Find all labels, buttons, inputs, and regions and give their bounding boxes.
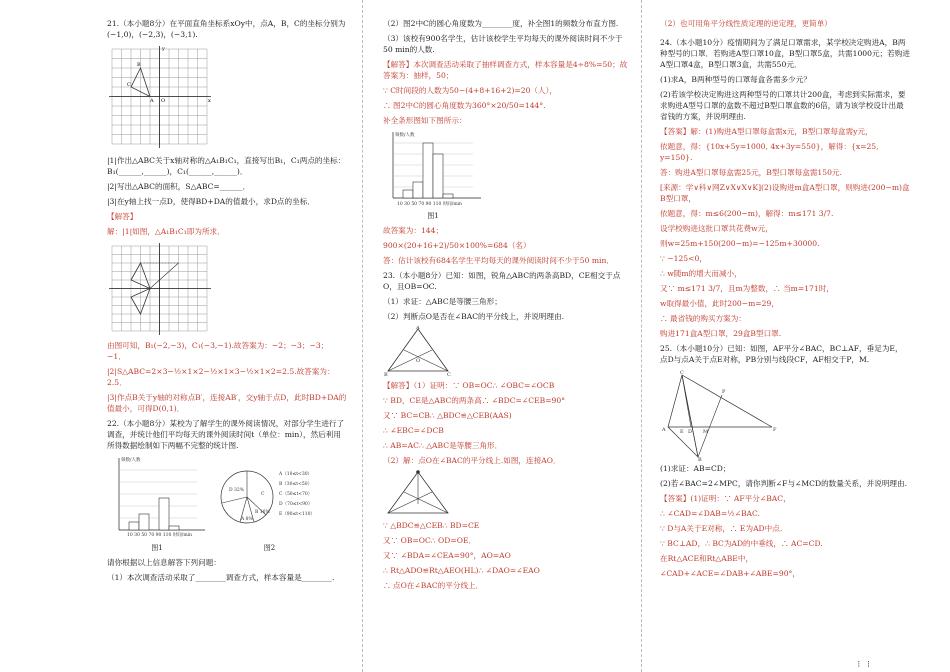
q24-answer-11: w取得最小值，此时200−m=29，	[660, 299, 779, 308]
q22-answer-1: 【解答】本次调查活动采取了抽样调查方式，样本容量是4÷8%=50；故答案为：抽样，50；	[383, 60, 628, 80]
q23-title: 23.（本小题8分）已知：如图，锐角△ABC的两条高BD，CE相交于点O，且OB=OC.	[383, 271, 621, 291]
q24-answer-10: 又∵ m≤171 3/7，且m为整数，∴ 当m=171时，	[660, 284, 834, 293]
q23-answer-7: ∵ △BDC≌△CEB∴ BD=CE	[383, 521, 480, 530]
svg-text:频数/人数: 频数/人数	[121, 458, 141, 463]
q24-answer-4: [来源：学∨科∨网Z∨X∨X∨K](2)设购进m盒A型口罩，则购进(200−m)盒B型口罩，	[660, 183, 910, 203]
q23-answer-3: 又∵ BC=CB∴ △BDC≌△CEB(AAS)	[383, 411, 512, 420]
q21-answer-4: |3|作点B关于y轴的对称点B′，连接AB′，交y轴于点D，此时BD+DA的值最小，可得D(0,1)．	[107, 393, 347, 413]
q25-question-1: (1)求证：AB=CD；	[660, 464, 731, 473]
q21-answer-3: |2|S△ABC=2×3−½×1×2−½×1×3−½×1×2=2.5.故答案为：2.5．	[107, 367, 335, 387]
q23-answer-2: ∵ BD，CE是△ABC的两条高∴ ∠BDC=∠CEB=90°	[383, 396, 566, 405]
column-2	[383, 18, 628, 672]
fig2-caption: 图2	[263, 544, 276, 552]
q23-note: （2）也可用角平分线性质定理的逆定理，更简单）	[660, 19, 832, 28]
q23-answer-5: ∴ AB=AC∴ △ABC是等腰三角形．	[383, 441, 503, 450]
svg-text:C: C	[127, 82, 131, 88]
q23-answer-8: 又∵ OB=OC∴ OD=OE．	[383, 536, 477, 545]
svg-text:O: O	[161, 98, 166, 104]
fig1-caption: 图1	[151, 544, 163, 552]
q22-answer-7: 答：估计该校有684名学生平均每天的课外阅读时间不少于50 min．	[383, 256, 614, 265]
q24-answer-3: 答：购进A型口罩每盒需25元，B型口罩每盒需150元.	[660, 168, 842, 177]
q24-title: 24.（本小题10分）疫情期间为了满足口罩需求，某学校决定购进A，B两种型号的口罩．若购进A型口罩10盒，B型口罩5盒，共需1000元；若购进A型口罩4盒，B型口罩3盒，共需550元．	[660, 38, 910, 69]
q22-answer-6: 900×(20+16+2)/50×100%=684（名）	[383, 241, 531, 250]
q22-answer-3: ∴ 图2中C的圆心角度数为360°×20/50=144°.	[383, 101, 546, 110]
q22-title: 22.（本小题8分）某校为了解学生的课外阅读情况，对部分学生进行了调查，并统计他们平均每天的课外阅读时间t（单位：min），然后利用所得数据绘制如下两幅不完整的统计图.	[107, 419, 345, 450]
q24-answer-2: 依题意，得：{10x+5y=1000, 4x+3y=550}，解得：{x=25, y=150}.	[660, 142, 879, 162]
q23-question-2: （2）判断点O是否在∠BAC的平分线上，并说明理由.	[383, 312, 564, 321]
answer-tag: 【解答】	[107, 212, 138, 221]
svg-text:y: y	[162, 46, 165, 52]
svg-text:A: A	[150, 98, 154, 104]
q21-answer-grid	[107, 241, 212, 336]
q21-title: 21.（本小题8分）在平面直角坐标系xOy中，点A，B，C的坐标分别为(−1,0)，(−2,3)，(−3,1).	[107, 19, 346, 39]
svg-text:A（10≤t<30）: A（10≤t<30）	[279, 472, 313, 477]
column-3	[660, 18, 910, 672]
svg-text:B: B	[698, 457, 702, 461]
q23-answer-11: ∴ 点O在∠BAC的平分线上．	[383, 581, 484, 590]
q23-answer-6: （2）解：点O在∠BAC的平分线上.如图，连接AO．	[383, 456, 561, 465]
svg-text:E: E	[680, 429, 684, 435]
q23-triangle-figure-2	[383, 470, 453, 518]
svg-text:E（90≤t<110）: E（90≤t<110）	[279, 512, 315, 517]
q25-answer-3: ∵ D与A关于E对称，∴ E为AD中点.	[660, 524, 783, 533]
q25-answer-4: ∵ BC⊥AD，∴ BC为AD的中垂线，∴ AC=CD.	[660, 539, 823, 548]
svg-text:C（50≤t<70）: C（50≤t<70）	[279, 492, 313, 497]
svg-text:A 8%: A 8%	[241, 517, 253, 522]
q24-question-1: (1)求A，B两种型号的口罩每盒各需多少元？	[660, 75, 811, 84]
svg-text:x: x	[208, 98, 211, 104]
q24-answer-5: 依题意，得：m≤6(200−m)，解得：m≤171 3/7.	[660, 209, 834, 218]
q21-answer-2: 由图可知，B₁(−2,−3)，C₁(−3,−1).故答案为：−2；−3；−3；−1．	[107, 341, 329, 361]
q22-prompt: 请你根据以上信息解答下列问题：	[107, 558, 221, 567]
q24-answer-6: 设学校购进这批口罩共花费w元，	[660, 224, 773, 233]
q23-answer-1: 【解答】（1）证明：∵ OB=OC∴ ∠OBC=∠OCB	[383, 381, 555, 390]
fig1-caption: 图1	[427, 212, 439, 220]
q22-pie-chart	[217, 455, 322, 540]
q25-answer-6: ∠CAD+∠ACE=∠DAB+∠ABE=90°，	[660, 569, 800, 578]
q23-answer-9: 又∵ ∠BDA=∠CEA=90°，AO=AO	[383, 551, 511, 560]
q25-question-2: (2)若∠BAC=2∠MPC，请你判断∠F与∠MCD的数量关系，并说明理由.	[660, 479, 908, 488]
q25-title: 25.（本小题10分）已知：如图，AF平分∠BAC，BC⊥AF，垂足为E，点D与点A关于点E对称，PB分别与线段CF，AF相交于P，M.	[660, 344, 903, 364]
svg-text:B 16%: B 16%	[255, 510, 270, 515]
q22-answer-5: 故答案为：144；	[383, 226, 444, 235]
q23-answer-10: ∴ Rt△ADO≌Rt△AEO(HL)∴ ∠DAO=∠EAO	[383, 566, 540, 575]
q24-answer-8: ∵ −125<0，	[660, 254, 707, 263]
q23-triangle-figure	[383, 326, 453, 378]
q21-part2: |2|写出△ABC的面积，S△ABC=______．	[107, 182, 251, 191]
svg-text:M: M	[703, 429, 709, 435]
column-divider	[641, 0, 642, 672]
q25-answer-2: ∴ ∠CAD=∠DAB=½∠BAC.	[660, 509, 760, 518]
q22-question-2: （2）图2中C的圆心角度数为________度，补全图1的频数分布直方图.	[383, 19, 619, 28]
q21-coordinate-grid	[107, 44, 212, 149]
svg-text:D 32%: D 32%	[229, 488, 245, 493]
svg-text:C: C	[261, 492, 265, 497]
svg-text:B: B	[384, 372, 388, 378]
svg-text:P: P	[722, 389, 726, 395]
q24-answer-9: ∴ w随m的增大而减小，	[660, 269, 742, 278]
column-divider	[362, 0, 363, 672]
svg-text:D: D	[688, 429, 693, 435]
svg-text:A: A	[416, 326, 420, 331]
q21-answer-1: 解：|1|如图，△A₁B₁C₁即为所求．	[107, 227, 225, 236]
q25-answer-5: 在Rt△ACE和Rt△ABE中，	[660, 554, 754, 563]
q21-part1: |1|作出△ABC关于x轴对称的△A₁B₁C₁，直接写出B₁，C₁两点的坐标：B₁(______,______)，C₁(______,______)．	[107, 156, 346, 176]
q21-part3: |3|在y轴上找一点D，使得BD+DA的值最小，求D点的坐标．	[107, 197, 315, 206]
q24-answer-13: 购进171盒A型口罩，29盒B型口罩.	[660, 329, 782, 338]
q22-histogram-complete	[383, 130, 483, 208]
svg-text:10 30 50 70 90 110 时间/min: 10 30 50 70 90 110 时间/min	[397, 202, 462, 207]
page-dots: ⁝ ⁝	[857, 660, 872, 670]
q24-question-2: (2)若该学校决定购进这两种型号的口罩共计200盒，考虑到实际需求，要求购进A型号口罩的盒数不超过B型口罩盒数的6倍，请为该学校设计出最省钱的方案，并说明理由.	[660, 90, 906, 121]
q25-answer-1: 【答案】(1)证明：∵ AF平分∠BAC，	[660, 494, 791, 503]
svg-text:10 30 50 70 90 110 时间/min: 10 30 50 70 90 110 时间/min	[127, 533, 192, 538]
svg-text:C: C	[680, 370, 684, 376]
q24-answer-1: 【答案】解：(1)购进A型口罩每盒需x元，B型口罩每盒需y元，	[660, 127, 873, 136]
q24-answer-12: ∴ 最省钱的购买方案为：	[660, 314, 746, 323]
column-1	[107, 18, 347, 672]
q22-answer-4: 补全条形图如下图所示：	[383, 116, 467, 125]
q22-question-1: （1）本次调查活动采取了________调查方式，样本容量是________.	[107, 573, 335, 582]
svg-text:O: O	[416, 358, 421, 364]
q22-answer-2: ∵ C时间段的人数为50−(4+8+16+2)=20（人），	[383, 86, 558, 95]
q23-answer-4: ∴ ∠EBC=∠DCB	[383, 426, 444, 435]
q22-histogram-incomplete	[107, 455, 207, 540]
svg-text:C: C	[447, 372, 451, 378]
q23-question-1: （1）求证：△ABC是等腰三角形；	[383, 297, 502, 306]
svg-text:B: B	[137, 62, 141, 68]
svg-text:F: F	[773, 427, 777, 433]
svg-text:D（70≤t<90）: D（70≤t<90）	[279, 502, 313, 507]
q25-geometry-figure	[660, 369, 780, 461]
q22-question-3: （3）该校有900名学生，估计该校学生平均每天的课外阅读时间不少于50 min的人数.	[383, 34, 623, 54]
q24-answer-7: 则w=25m+150(200−m)=−125m+30000.	[660, 239, 820, 248]
svg-text:A: A	[662, 427, 666, 433]
svg-text:频数/人数: 频数/人数	[395, 133, 415, 138]
svg-text:B（30≤t<50）: B（30≤t<50）	[279, 482, 313, 487]
